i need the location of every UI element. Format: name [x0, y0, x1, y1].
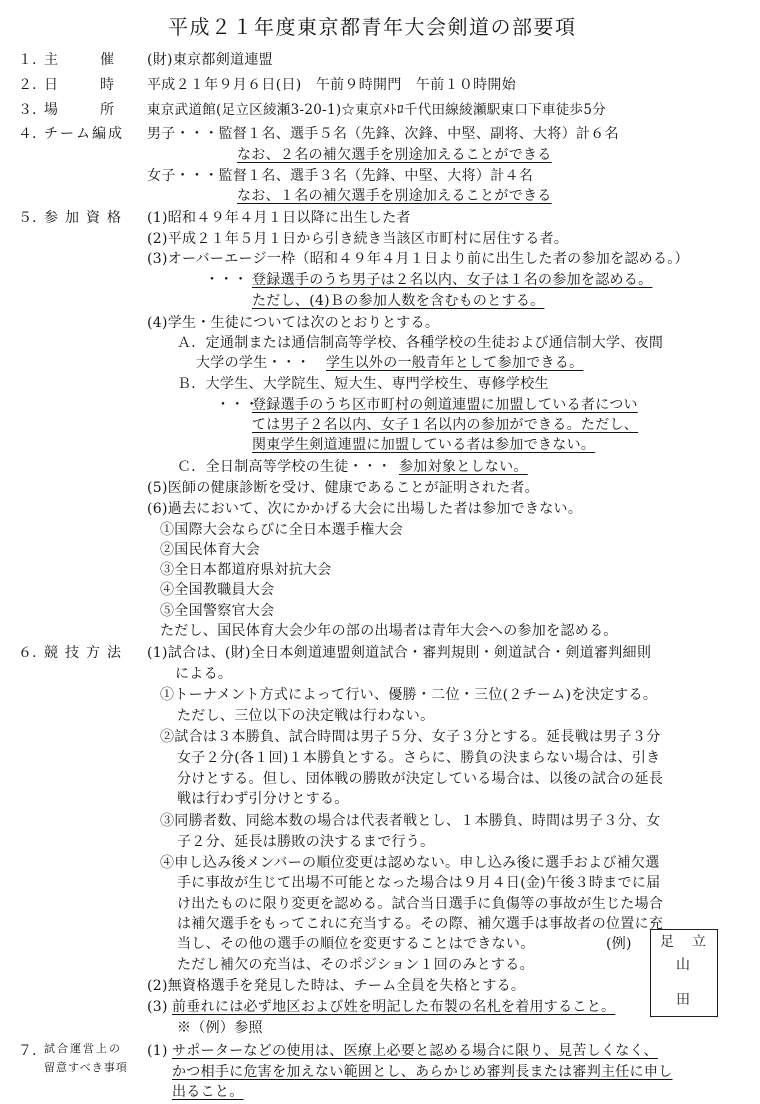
section-6-label: 競技方法 — [44, 645, 128, 661]
method-line-9: ③同勝者数、同総本数の場合は代表者戦とし、１本勝負、時間は男子３分、女 — [160, 813, 661, 829]
method-line-2: による。 — [175, 666, 233, 682]
eligibility-line-5: ただし、(4)Ｂの参加人数を含むものとする。 — [252, 293, 545, 309]
eligibility-line-15: (6)過去において、次にかかげる大会に出場した者は参加できない。 — [147, 501, 583, 517]
eligibility-line-4a: ・・・ — [205, 272, 248, 288]
section-1-number: １. — [18, 52, 37, 68]
eligibility-line-21: ただし、国民体育大会少年の部の出場者は青年大会への参加を認める。 — [160, 623, 618, 639]
method-line-5: ②試合は３本勝負、試合時間は男子５分、女子３分とする。延長戦は男子３分 — [160, 729, 661, 745]
section-4-number: ４. — [18, 126, 37, 142]
eligibility-line-16: ①国際大会ならびに全日本選手権大会 — [160, 522, 404, 538]
eligibility-line-10b: 登録選手のうち区市町村の剣道連盟に加盟している者につい — [252, 397, 638, 413]
section-1-text: (財)東京都剣道連盟 — [147, 52, 273, 68]
section-3-label: 場 所 — [44, 102, 114, 118]
eligibility-line-13b: 参加対象としない。 — [399, 459, 528, 475]
method-line-3: ①トーナメント方式によって行い、優勝・二位・三位(２チーム)を決定する。 — [160, 687, 658, 703]
method-line-16: ただし補欠の充当は、そのポジション１回のみとする。 — [177, 957, 534, 973]
eligibility-line-7: Ａ．定通制または通信制高等学校、各種学校の生徒および通信制大学、夜間 — [177, 335, 664, 351]
eligibility-line-14: (5)医師の健康診断を受け、健康であることが証明された者。 — [147, 480, 539, 496]
section-1-label: 主 催 — [44, 52, 114, 68]
eligibility-line-3: (3)オーバーエージ一枠（昭和４９年４月１日より前に出生した者の参加を認める。） — [147, 251, 689, 267]
eligibility-line-10a: ・・・ — [216, 397, 259, 413]
eligibility-line-8a: 大学の学生・・・ — [196, 355, 311, 371]
method-line-17: (2)無資格選手を発見した時は、チーム全員を失格とする。 — [147, 978, 526, 994]
eligibility-line-12: 関東学生剣道連盟に加盟している者は参加できない。 — [252, 437, 596, 453]
example-tag-char-1: 足 — [660, 934, 674, 950]
method-line-8: 戦は行わず引分けとする。 — [177, 791, 349, 807]
example-label: (例) — [606, 936, 632, 952]
operation-line-1b: サポーターなどの使用は、医療上必要と認める場合に限り、見苦しくなく、 — [172, 1043, 658, 1059]
team-line-1: 男子・・・監督１名、選手５名（先鋒、次鋒、中堅、副将、大将）計６名 — [147, 126, 619, 142]
eligibility-line-6: (4)学生・生徒については次のとおりとする。 — [147, 315, 440, 331]
team-line-4: なお、１名の補欠選手を別途加えることができる — [237, 188, 552, 204]
eligibility-line-13a: Ｃ．全日制高等学校の生徒・・・ — [177, 459, 392, 475]
eligibility-line-17: ②国民体育大会 — [160, 542, 261, 558]
section-7-label-1: 試合運営上の — [44, 1042, 122, 1055]
eligibility-line-9: Ｂ．大学生、大学院生、短大生、専門学校生、専修学校生 — [177, 376, 549, 392]
section-3-number: ３. — [18, 102, 37, 118]
method-line-13: け出たものに限り変更を認める。試合当日選手に負傷等の事故が生じた場合 — [177, 896, 664, 912]
example-tag-char-3: 山 — [676, 957, 690, 973]
operation-line-1a: (1) — [147, 1043, 168, 1059]
team-line-2: なお、２名の補欠選手を別途加えることができる — [237, 147, 552, 163]
example-tag-char-4: 田 — [676, 992, 690, 1008]
section-5-number: ５. — [18, 210, 37, 226]
eligibility-line-20: ⑤全国警察官大会 — [160, 603, 275, 619]
section-2-number: ２. — [18, 77, 37, 93]
team-line-3: 女子・・・監督１名、選手３名（先鋒、中堅、大将）計４名 — [147, 168, 534, 184]
eligibility-line-11: ては男子２名以内、女子１名以内の参加ができる。ただし、 — [252, 417, 639, 433]
method-line-6: 女子２分(各１回)１本勝負とする。さらに、勝負の決まらない場合は、引き — [177, 750, 661, 766]
section-2-label: 日 時 — [44, 77, 114, 93]
eligibility-line-2: (2)平成２１年５月１日から引き続き当該区市町村に居住する者。 — [147, 231, 569, 247]
method-line-1: (1)試合は、(財)全日本剣道連盟剣道試合・審判規則・剣道試合・剣道審判細則 — [147, 645, 652, 661]
section-7-number: ７. — [18, 1043, 37, 1059]
page-title: 平成２１年度東京都青年大会剣道の部要項 — [168, 15, 577, 39]
eligibility-line-1: (1)昭和４９年４月１日以降に出生した者 — [147, 210, 411, 226]
eligibility-line-4b: 登録選手のうち男子は２名以内、女子は１名の参加を認める。 — [252, 272, 653, 288]
section-3-text: 東京武道館(足立区綾瀬3-20-1)☆東京ﾒﾄﾛ千代田線綾瀬駅東口下車徒歩5分 — [147, 102, 607, 118]
method-line-18a: (3) — [147, 999, 168, 1015]
operation-line-3: 出ること。 — [172, 1084, 244, 1100]
method-line-15: 当し、その他の選手の順位を変更することはできない。 — [177, 936, 535, 952]
section-7-label-2: 留意すべき事項 — [44, 1061, 128, 1074]
eligibility-line-19: ④全国教職員大会 — [160, 582, 275, 598]
eligibility-line-18: ③全日本都道府県対抗大会 — [160, 562, 332, 578]
method-line-4: ただし、三位以下の決定戦は行わない。 — [177, 708, 435, 724]
example-tag-char-2: 立 — [692, 934, 706, 950]
section-4-label: チーム編成 — [44, 126, 124, 142]
eligibility-line-8b: 学生以外の一般青年として参加できる。 — [326, 355, 584, 371]
section-5-label: 参加資格 — [44, 210, 128, 226]
method-line-19: ※（例）参照 — [177, 1020, 263, 1036]
section-6-number: ６. — [18, 645, 37, 661]
method-line-18b: 前垂れには必ず地区および姓を明記した布製の名札を着用すること。 — [172, 999, 616, 1015]
method-line-7: 分けとする。但し、団体戦の勝敗が決定している場合は、以後の試合の延長 — [177, 771, 664, 787]
section-2-text: 平成２１年９月６日(日) 午前９時開門 午前１０時開始 — [147, 77, 517, 93]
operation-line-2: かつ相手に危害を加えない範囲とし、あらかじめ審判長または審判主任に申し — [172, 1064, 673, 1080]
method-line-11: ④申し込み後メンバーの順位変更は認めない。申し込み後に選手および補欠選 — [160, 855, 660, 871]
method-line-12: 手に事故が生じて出場不可能となった場合は９月４日(金)午後３時までに届 — [177, 875, 661, 891]
method-line-14: は補欠選手をもってこれに充当する。その際、補欠選手は事故者の位置に充 — [177, 916, 664, 932]
method-line-10: 子２分、延長は勝敗の決するまで行う。 — [177, 834, 435, 850]
